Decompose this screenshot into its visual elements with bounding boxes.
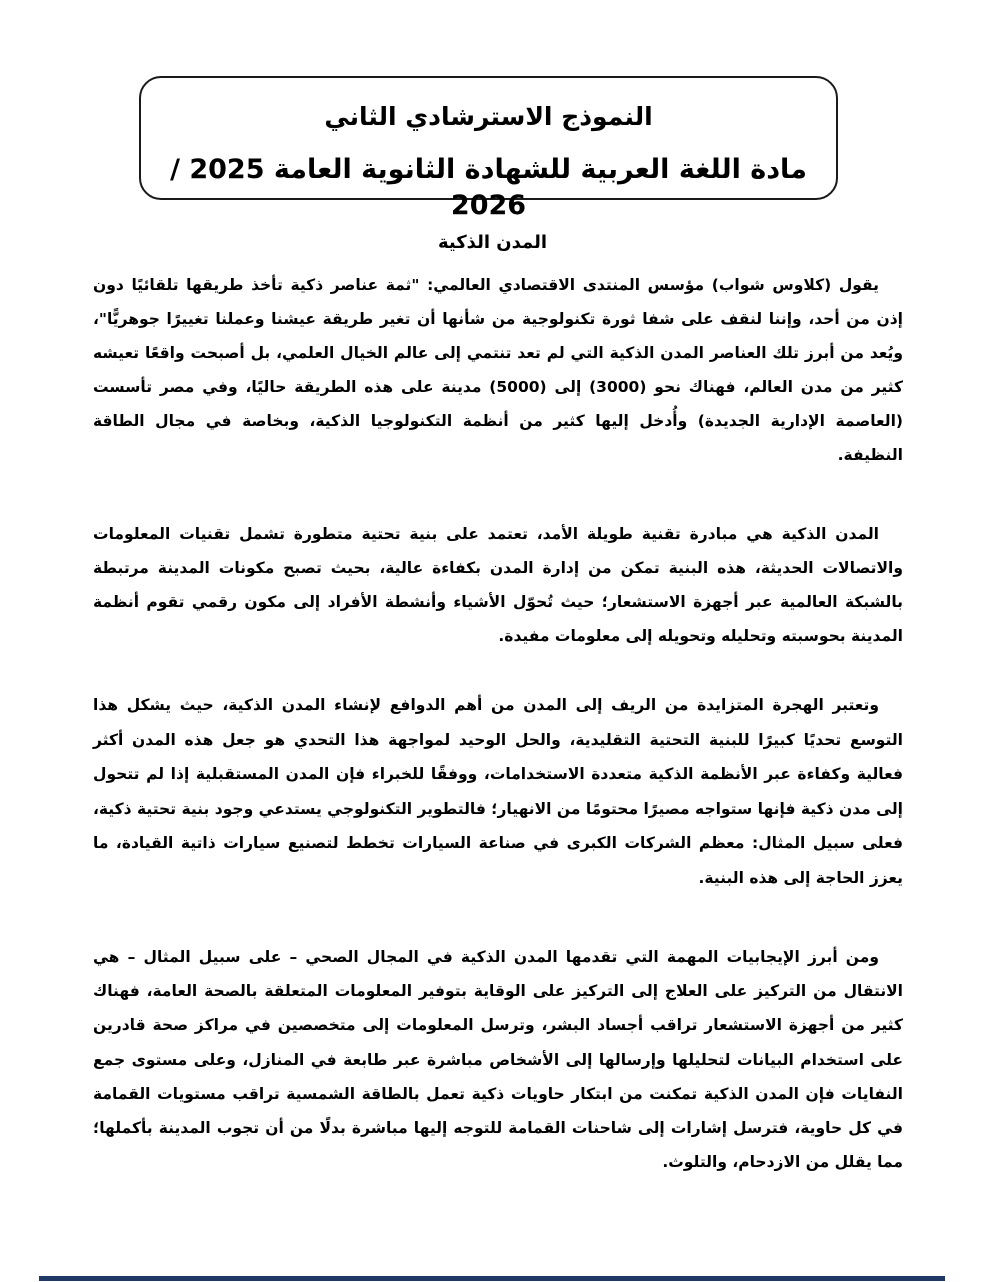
- article-paragraph-4: ومن أبرز الإيجابيات المهمة التي تقدمها المدن الذكية في المجال الصحي – على سبيل المثال – هي الانتقال من التركيز على العلاج إلى التركيز على الوقاية بتوفير المعلومات المتعلقة بالصحة العامة، فهناك كثير من أجهزة الاستشعار تراقب أجساد البشر، وترسل المعلومات إلى متخصصين في مراكز صحة قادرين على استخدام البيانات لتحليلها وإرسالها إلى الأشخاص مباشرة عبر طابعة في المنازل، وعلى مستوى جمع النفايات فإن المدن الذكية تمكنت من ابتكار حاويات ذكية تعمل بالطاقة الشمسية تراقب مستويات القمامة في كل حاوية، فترسل إشارات إلى شاحنات القمامة للتوجه إليها مباشرة بدلًا من أن تجوب المدينة بأكملها؛ مما يقلل من الازدحام، والتلوث.: [93, 948, 903, 1172]
- exam-title: النموذج الاسترشادي الثاني: [324, 102, 653, 131]
- article-paragraph-3: وتعتبر الهجرة المتزايدة من الريف إلى المدن من أهم الدوافع لإنشاء المدن الذكية، حيث يشكل هذا التوسع تحديًا كبيرًا للبنية التحتية التقليدية، والحل الوحيد لمواجهة هذا التحدي هو جعل هذه المدن أكثر فعالية وكفاءة عبر الأنظمة الذكية متعددة الاستخدامات، ووفقًا للخبراء فإن المدن المستقبلية إذا لم تتحول إلى مدن ذكية فإنها ستواجه مصيرًا محتومًا من الانهيار؛ فالتطوير التكنولوجي يستدعي وجود بنية تحتية ذكية، فعلى سبيل المثال: معظم الشركات الكبرى في صناعة السيارات تخطط لتصنيع سيارات ذاتية القيادة، ما يعزز الحاجة إلى هذه البنية.: [93, 696, 903, 887]
- exam-subtitle: مادة اللغة العربية للشهادة الثانوية العامة 2025 / 2026: [170, 154, 807, 221]
- title-box: [139, 76, 838, 221]
- article-paragraph-1: يقول (كلاوس شواب) مؤسس المنتدى الاقتصادي العالمي: "ثمة عناصر ذكية تأخذ طريقها تلقائيًا دون إذن من أحد، وإننا لنقف على شفا ثورة تكنولوجية من شأنها أن تغير طريقة عيشنا وعملنا تغييرًا جوهريًّا"، ويُعد من أبرز تلك العناصر المدن الذكية التي لم تعد تنتمي إلى عالم الخيال العلمي، بل أصبحت واقعًا تعيشه كثير من مدن العالم، فهناك نحو (3000) إلى (5000) مدينة على هذه الطريقة حاليًا، وفي مصر تأسست (العاصمة الإدارية الجديدة) وأُدخل إليها كثير من أنظمة التكنولوجيا الذكية، وبخاصة في مجال الطاقة النظيفة.: [93, 276, 904, 464]
- article-heading: المدن الذكية: [437, 232, 548, 253]
- bottom-rule: [39, 1276, 945, 1281]
- article-paragraph-2: المدن الذكية هي مبادرة تقنية طويلة الأمد، تعتمد على بنية تحتية متطورة تشمل تقنيات المعلومات والاتصالات الحديثة، هذه البنية تمكن من إدارة المدن بكفاءة عالية، بحيث تصبح مكونات المدينة مرتبطة بالشبكة العالمية عبر أجهزة الاستشعار؛ حيث تُحوّل الأشياء وأنشطة الأفراد إلى مكون رقمي تقوم أنظمة المدينة بحوسبته وتحليله وتحويله إلى معلومات مفيدة.: [93, 525, 903, 645]
